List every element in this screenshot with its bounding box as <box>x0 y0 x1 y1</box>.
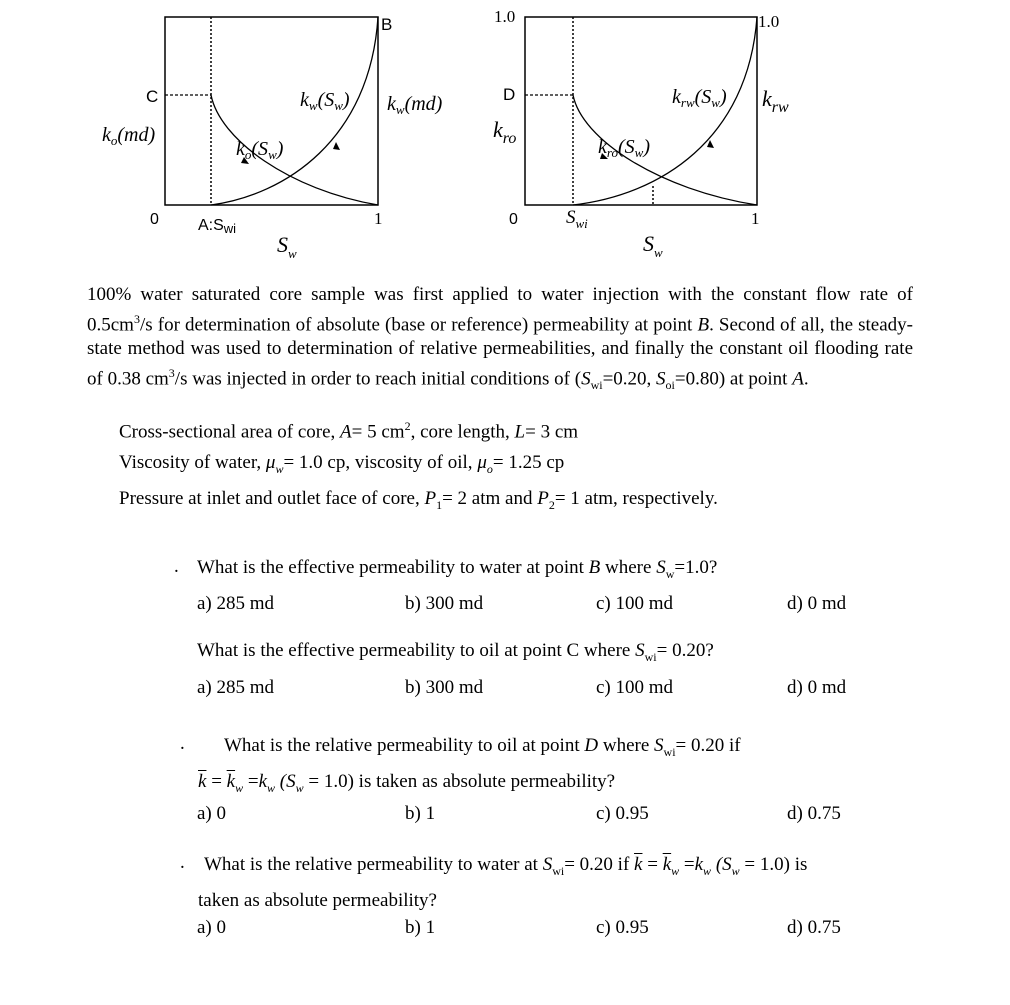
left-y-axis-ko: $k_o(md)$ <box>102 124 156 148</box>
left-water-arrow-icon <box>333 142 340 150</box>
question-3-bullet: . <box>180 733 185 754</box>
left-y-axis-kw: $k_w(md)$ <box>387 93 443 117</box>
left-curve-label-kw: $k_w(S_w)$ <box>300 89 350 113</box>
right-label-swi: $S_{wi}$ <box>566 207 588 231</box>
question-2-option-a[interactable]: a) 285 md <box>197 677 275 698</box>
right-water-curve <box>573 17 757 205</box>
question-1-option-b[interactable]: b) 300 md <box>405 593 484 614</box>
right-water-arrow-icon <box>707 140 714 148</box>
question-2-option-d[interactable]: d) 0 md <box>787 677 847 698</box>
left-water-curve <box>211 17 378 205</box>
left-label-c: C <box>146 87 159 106</box>
question-1-bullet: . <box>174 556 179 577</box>
left-curve-label-ko: $k_o(S_w)$ <box>236 138 284 162</box>
right-y-axis-krw: $k_{rw}$ <box>762 86 789 116</box>
given-area-length: Cross-sectional area of core, A= 5 $cm^2$, core length, L= 3 cm <box>119 419 579 443</box>
question-1-option-a[interactable]: a) 285 md <box>197 593 275 614</box>
question-3-text: What is the relative permeability to oil at point D where $S_{wi}= 0.20$ if $\overline{k} = \overline{k}_w =k_w$ $(S_w = 1.0)$ is taken as absolute permeability? <box>198 735 741 795</box>
right-label-d: D <box>503 85 516 104</box>
question-4-option-c[interactable]: c) 0.95 <box>596 917 649 938</box>
question-4-bullet: . <box>180 852 185 873</box>
right-label-zero: 0 <box>509 211 518 228</box>
right-label-one: 1 <box>751 209 760 228</box>
question-3-option-d[interactable]: d) 0.75 <box>787 803 841 824</box>
given-pressure: Pressure at inlet and outlet face of core, $P_1= 2$ atm and $P_2= 1$ atm, respectively. <box>119 488 718 512</box>
question-3-option-b[interactable]: b) 1 <box>405 803 436 824</box>
question-3-option-c[interactable]: c) 0.95 <box>596 803 649 824</box>
right-curve-label-krw: $k_{rw}(S_w)$ <box>672 86 727 110</box>
left-label-zero: 0 <box>150 211 159 228</box>
right-curve-label-kro: $k_{ro}(S_w)$ <box>598 136 650 160</box>
problem-statement: 100% water saturated core sample was first applied to water injection with the constant flow rate of $0.5cm^3/s$ for determination of absolute (base or reference) permeability at point B. Second of all, the steady-state method was used to determination of relative permeabilities, and finally the constant oil flooding rate of 0.38 $cm^3/s$ was injected in order to reach initial conditions of ($S_{wi}=0.20$, $S_{oi}=0.80$) at point A. <box>87 284 913 393</box>
question-4-option-a[interactable]: a) 0 <box>197 917 227 938</box>
figure-left <box>102 15 443 261</box>
question-4-text: What is the relative permeability to water at $S_{wi}= 0.20$ if $\overline{k} = \overline{k}_w =k_w$ $(S_w = 1.0)$ is taken as absolute permeability? <box>198 854 808 911</box>
left-x-axis-sw: $S_w$ <box>277 232 297 261</box>
question-4-option-b[interactable]: b) 1 <box>405 917 436 938</box>
right-label-top-right: 1.0 <box>758 12 780 31</box>
figure-right <box>493 7 789 260</box>
left-plot-frame <box>165 17 378 205</box>
right-plot-frame <box>525 17 757 205</box>
right-y-axis-kro: $k_{ro}$ <box>493 117 517 147</box>
left-label-a: A:Swi <box>198 217 237 236</box>
question-1-text: What is the effective permeability to water at point B where $S_w=1.0$? <box>197 557 718 581</box>
question-2-option-b[interactable]: b) 300 md <box>405 677 484 698</box>
question-2-text: What is the effective permeability to oil at point C where $S_{wi}= 0.20$? <box>197 640 714 664</box>
right-label-top-left: 1.0 <box>494 7 516 26</box>
question-3-option-a[interactable]: a) 0 <box>197 803 227 824</box>
left-label-one: 1 <box>374 209 383 228</box>
question-4-option-d[interactable]: d) 0.75 <box>787 917 841 938</box>
question-1-option-d[interactable]: d) 0 md <box>787 593 847 614</box>
question-2-option-c[interactable]: c) 100 md <box>596 677 674 698</box>
given-viscosity: Viscosity of water, $\mu_w= 1.0$ cp, viscosity of oil, $\mu_o= 1.25$ cp <box>119 452 565 476</box>
right-x-axis-sw: $S_w$ <box>643 231 663 260</box>
left-label-b: B <box>381 15 393 34</box>
question-1-option-c[interactable]: c) 100 md <box>596 593 674 614</box>
figures <box>0 0 1010 270</box>
